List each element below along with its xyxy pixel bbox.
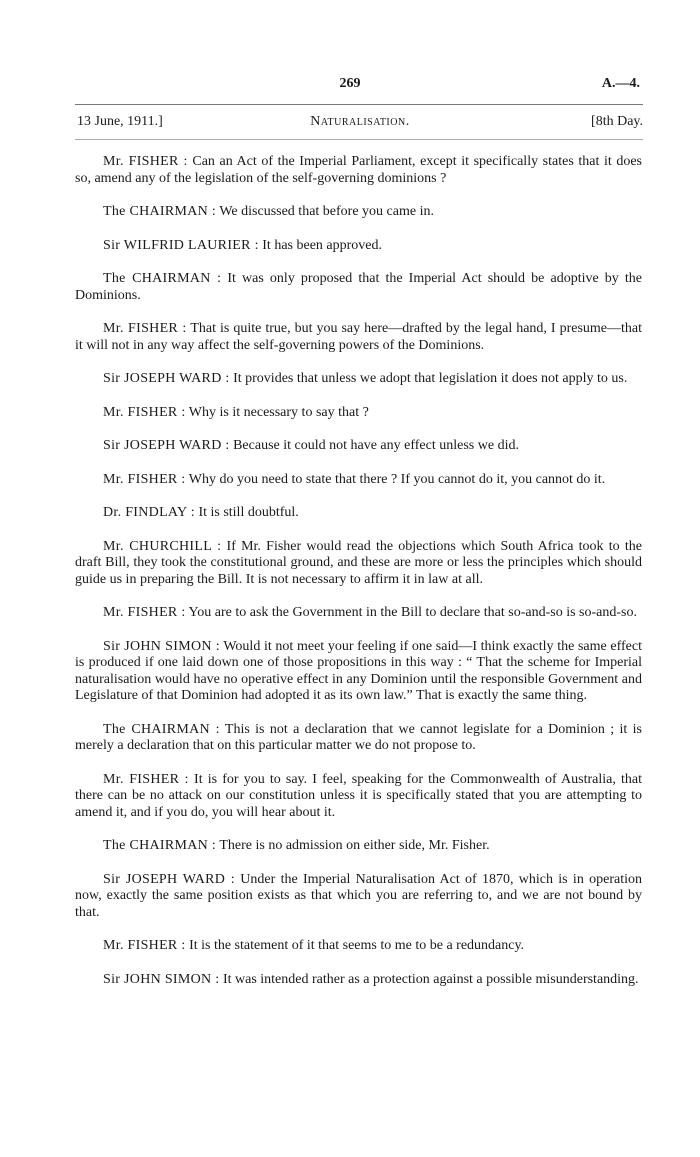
speech-text: Can an Act of the Imperial Parliament, except it specifically states that it does so, amend any of the legislation of the self-governing dominions ? <box>75 154 643 186</box>
speech-text: We discussed that before you came in. <box>216 204 434 219</box>
speech-text: It is the statement of it that seems to me to be a redundancy. <box>185 938 525 953</box>
speech-paragraph <box>75 438 642 455</box>
speaker-name: Mr. FISHER : <box>103 321 187 336</box>
speaker-name: Sir JOHN SIMON : <box>103 638 220 654</box>
speech-paragraph <box>75 872 642 922</box>
speaker-name: The CHAIRMAN : <box>103 721 220 737</box>
header-date: 13 June, 1911.] <box>77 114 163 129</box>
speech-text: That is quite true, but you say here—drafted by the legal hand, I presume—that it will not in any way affect the self-governing powers of the Dominions. <box>75 321 643 353</box>
header-title: Naturalisation. <box>310 114 410 129</box>
speech-text: Under the Imperial Naturalisation Act of 1870, which is in operation now, exactly the same position exists as that which you are referring to, and we are not bound by that. <box>75 871 642 920</box>
speech-text: It is for you to say. I feel, speaking for the Commonwealth of Australia, that there can be no attack on our constitution unless it is specifically stated that you are attempting to amend it, and if you do, you will hear about it. <box>75 771 643 820</box>
speech-paragraph <box>75 938 642 955</box>
running-header <box>77 114 643 134</box>
speech-paragraph <box>75 472 642 489</box>
speaker-name: The CHAIRMAN : <box>103 204 217 219</box>
speech-paragraph <box>75 321 642 354</box>
speaker-name: Mr. FISHER : <box>103 771 189 787</box>
speaker-name: Dr. FINDLAY : <box>103 505 195 520</box>
speech-text: It provides that unless we adopt that legislation it does not apply to us. <box>229 371 628 386</box>
speaker-name: Mr. FISHER : <box>103 938 186 953</box>
speech-text: It was only proposed that the Imperial Act should be adoptive by the Dominions. <box>75 271 642 303</box>
speaker-name: Sir JOHN SIMON : <box>103 971 220 987</box>
speaker-name: Sir WILFRID LAURIER : <box>103 237 259 253</box>
speech-paragraph <box>75 772 642 822</box>
speaker-name: The CHAIRMAN : <box>103 271 222 286</box>
speaker-name: Mr. CHURCHILL : <box>103 538 222 554</box>
speech-text: Why do you need to state that there ? If you cannot do it, you cannot do it. <box>185 471 606 487</box>
speech-text: You are to ask the Government in the Bill to declare that so-and-so is so-and-so. <box>185 605 637 620</box>
speech-text: It is still doubtful. <box>194 505 299 520</box>
speech-paragraph <box>75 271 642 304</box>
speech-text: It was intended rather as a protection against a possible misunderstanding. <box>219 971 639 987</box>
speech-paragraph <box>75 405 642 422</box>
transcript-body <box>75 154 642 1005</box>
speech-paragraph <box>75 639 642 705</box>
speech-paragraph <box>75 154 642 187</box>
speech-paragraph <box>75 605 642 622</box>
speaker-name: The CHAIRMAN : <box>103 838 217 853</box>
speech-paragraph <box>75 371 642 388</box>
speech-text: Would it not meet your feeling if one said—I think exactly the same effect is produced if one laid down one of those propositions in this way : “ That the scheme for Imperial naturalisation would have no operative effect in any Dominion until the responsible Government and Legislature of that Dominion had adopted it as its own law.” That is exactly the same thing. <box>75 638 642 703</box>
speech-text: Why is it necessary to say that ? <box>185 404 369 420</box>
speech-paragraph <box>75 539 642 589</box>
speaker-name: Mr. FISHER : <box>103 154 188 169</box>
header-rule-bottom <box>75 139 643 140</box>
speech-paragraph <box>75 204 642 221</box>
speech-paragraph <box>75 722 642 755</box>
speech-text: This is not a declaration that we cannot legislate for a Dominion ; it is merely a declaration that on this particular matter we do not propose to. <box>75 721 642 753</box>
speech-paragraph <box>75 238 642 255</box>
speech-text: Because it could not have any effect unless we did. <box>229 438 519 453</box>
speaker-name: Mr. FISHER : <box>103 605 186 620</box>
header-day: [8th Day. <box>591 114 643 129</box>
speaker-name: Sir JOSEPH WARD : <box>103 371 230 386</box>
speaker-name: Mr. FISHER : <box>103 404 186 420</box>
speech-paragraph <box>75 972 642 989</box>
speech-paragraph <box>75 838 642 855</box>
speaker-name: Sir JOSEPH WARD : <box>103 438 230 453</box>
speech-paragraph <box>75 505 642 522</box>
header-rule-top <box>75 104 643 105</box>
speaker-name: Sir JOSEPH WARD : <box>103 871 235 887</box>
speaker-name: Mr. FISHER : <box>103 471 186 487</box>
document-reference: A.—4. <box>601 76 640 91</box>
speech-text: If Mr. Fisher would read the objections which South Africa took to the draft Bill, they took the constitutional ground, and these are more or less the principles which should guide us in preparing the Bill. It is not necessary to affirm it in law at all. <box>75 538 642 587</box>
page-number: 269 <box>339 76 361 91</box>
speech-text: It has been approved. <box>258 237 382 253</box>
speech-text: There is no admission on either side, Mr. Fisher. <box>216 838 490 853</box>
